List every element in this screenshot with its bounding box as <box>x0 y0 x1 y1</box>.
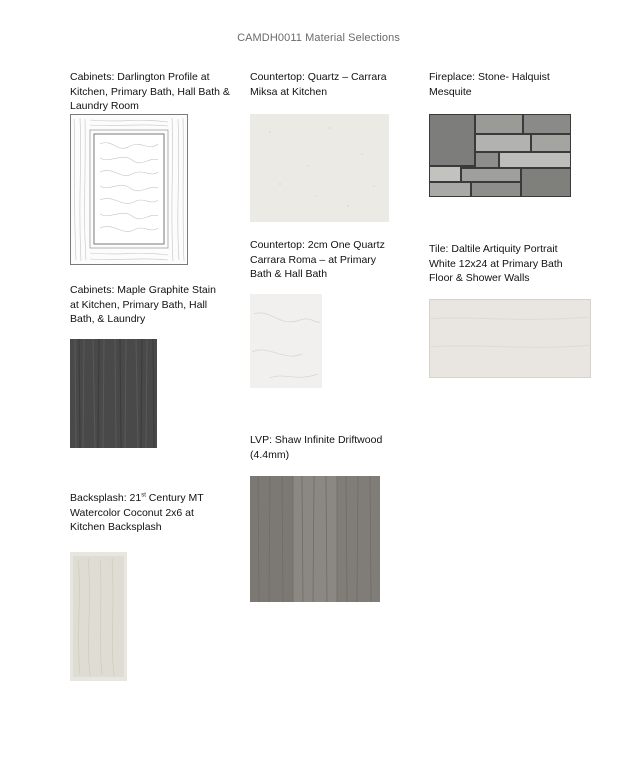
tile-caption: Tile: Daltile Artiquity Portrait White 12x24 at Primary Bath Floor & Shower Walls <box>429 243 563 284</box>
halquist-stone-swatch <box>429 114 571 197</box>
cabinet-door-image <box>70 114 188 265</box>
quartz-roma-swatch <box>250 294 322 388</box>
page-title: CAMDH0011 Material Selections <box>237 32 400 44</box>
graphite-stain-swatch <box>70 339 157 448</box>
countertop-kitchen-caption: Countertop: Quartz – Carrara Miksa at Kitchen <box>250 71 387 98</box>
fireplace-caption: Fireplace: Stone- Halquist Mesquite <box>429 71 550 98</box>
lvp-caption: LVP: Shaw Infinite Driftwood (4.4mm) <box>250 434 383 461</box>
quartz-miksa-swatch <box>250 114 389 222</box>
cabinets-stain-caption: Cabinets: Maple Graphite Stain at Kitchen, Primary Bath, Hall Bath, & Laundry <box>70 284 216 325</box>
driftwood-lvp-swatch <box>250 476 380 602</box>
backsplash-caption: Backsplash: 21st Century MT Watercolor Coconut 2x6 at Kitchen Backsplash <box>70 492 204 533</box>
cabinets-profile-caption: Cabinets: Darlington Profile at Kitchen, Primary Bath, Hall Bath & Laundry Room <box>70 71 230 112</box>
artiquity-tile-swatch <box>429 299 591 378</box>
countertop-bath-caption: Countertop: 2cm One Quartz Carrara Roma – at Primary Bath & Hall Bath <box>250 239 385 280</box>
coconut-tile-swatch <box>70 552 127 681</box>
